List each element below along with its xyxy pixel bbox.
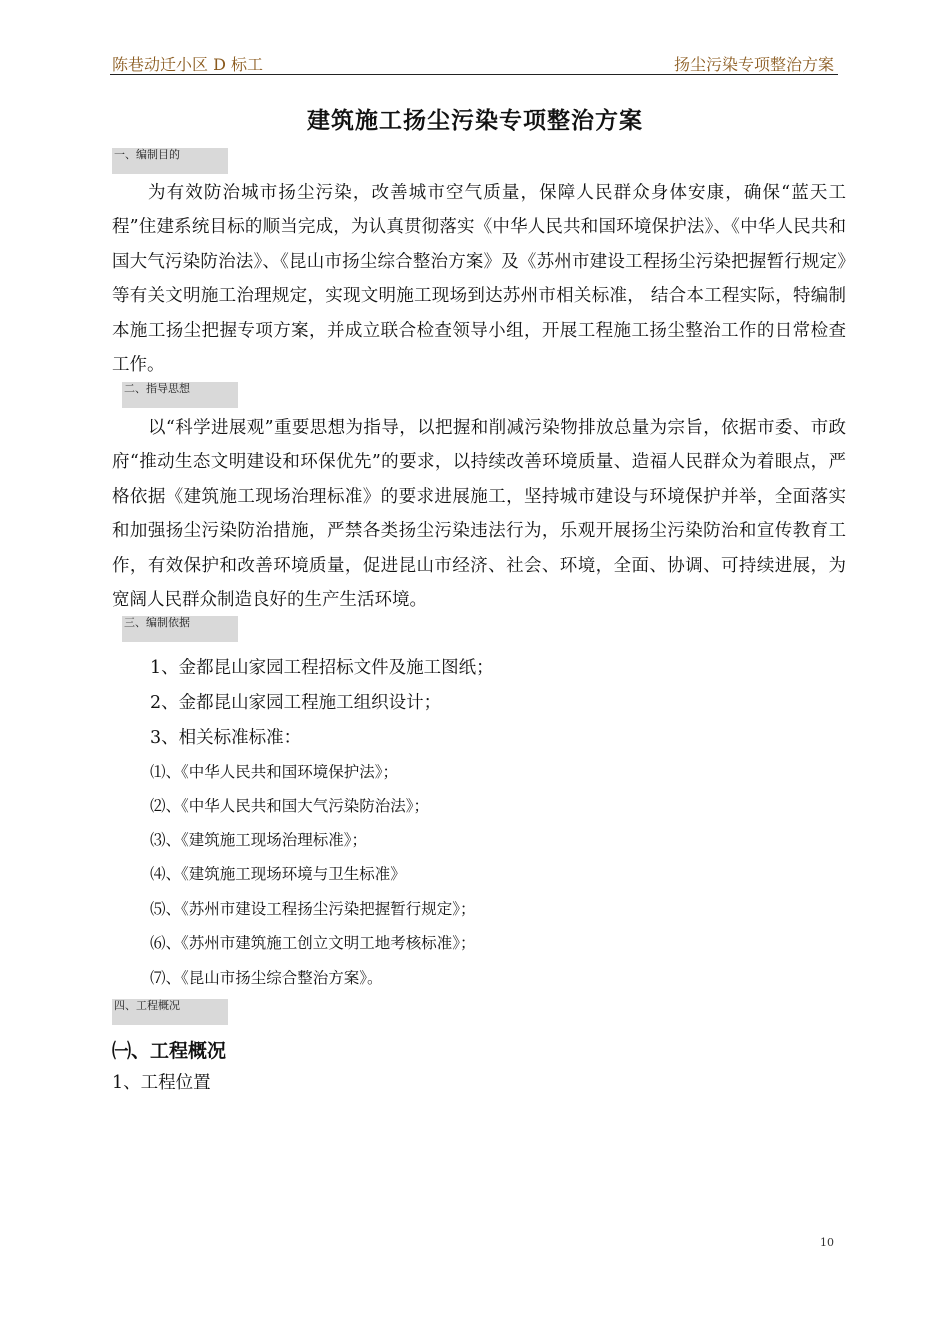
- header-project-name: 陈巷动迁小区 D 标工: [112, 55, 264, 74]
- basis-item: 3、相关标准标准：: [150, 728, 302, 748]
- basis-item: ⑹、《苏州市建筑施工创立文明工地考核标准》；: [150, 934, 476, 952]
- header-divider: [110, 74, 838, 75]
- section-label-basis: 三、编制依据: [122, 616, 238, 642]
- basis-item: ⑸、《苏州市建设工程扬尘污染把握暂行规定》；: [150, 900, 476, 918]
- paragraph-purpose: 为有效防治城市扬尘污染，改善城市空气质量，保障人民群众身体安康，确保“蓝天工程”住建系统目标的顺当完成，为认真贯彻落实《中华人民共和国环境保护法》、《中华人民共和国大气污染防治法》、《昆山市扬尘综合整治方案》及《苏州市建设工程扬尘污染把握暂行规定》等有关文明施工治理规定，实现文明施工现场到达苏州市相关标准， 结合本工程实际，特编制本施工扬尘把握专项方案，并成立联合检查领导小组，开展工程施工扬尘整治工作的日常检查工作。: [112, 183, 846, 376]
- section-label-purpose: 一、编制目的: [112, 148, 228, 174]
- page-number: 10: [820, 1236, 834, 1249]
- basis-item: ⑷、《建筑施工现场环境与卫生标准》: [150, 865, 406, 883]
- paragraph-guiding-thought: 以“科学进展观”重要思想为指导，以把握和削减污染物排放总量为宗旨，依据市委、市政府“推动生态文明建设和环保优先”的要求，以持续改善环境质量、造福人民群众为着眼点，严格依据《建筑施工现场治理标准》的要求进展施工，坚持城市建设与环境保护并举，全面落实和加强扬尘污染防治措施，严禁各类扬尘污染违法行为，乐观开展扬尘污染防治和宣传教育工作，有效保护和改善环境质量，促进昆山市经济、社会、环境，全面、协调、可持续进展，为宽阔人民群众制造良好的生产生活环境。: [112, 418, 846, 611]
- basis-item: 1、金都昆山家园工程招标文件及施工图纸；: [150, 658, 494, 678]
- basis-item: ⑶、《建筑施工现场治理标准》；: [150, 831, 368, 849]
- subsection-heading: ㈠、工程概况: [112, 1040, 227, 1062]
- basis-item: 2、金都昆山家园工程施工组织设计；: [150, 693, 442, 713]
- page-title: 建筑施工扬尘污染专项整治方案: [307, 108, 643, 134]
- section-label-guiding-thought: 二、指导思想: [122, 382, 238, 408]
- basis-item: ⑴、《中华人民共和国环境保护法》；: [150, 763, 399, 781]
- basis-item: ⑵、《中华人民共和国大气污染防治法》；: [150, 797, 430, 815]
- header-document-name: 扬尘污染专项整治方案: [673, 55, 834, 74]
- section-label-overview: 四、工程概况: [112, 999, 228, 1025]
- basis-item: ⑺、《昆山市扬尘综合整治方案》。: [150, 969, 383, 987]
- overview-item: 1、工程位置: [112, 1073, 211, 1093]
